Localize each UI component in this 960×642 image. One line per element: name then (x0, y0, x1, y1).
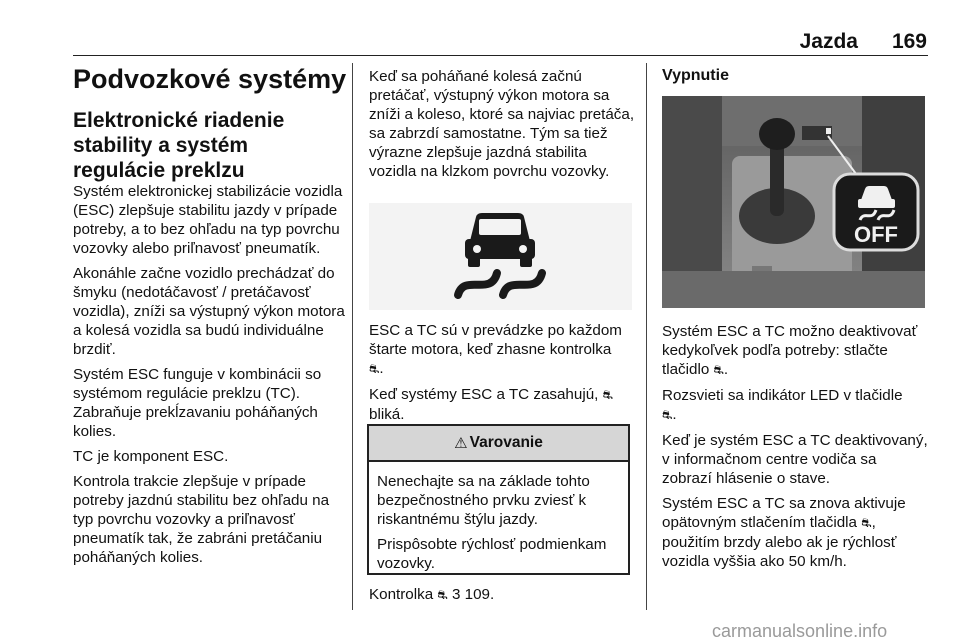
skidding-car-icon (369, 203, 632, 310)
paragraph: Keď je systém ESC a TC deaktivovaný, v informačnom centre vodiča sa zobrazí hlásenie o stave. (662, 432, 928, 487)
paragraph-text: bliká. (369, 406, 405, 423)
paragraph-end: . (672, 406, 677, 423)
paragraph: TC je komponent ESC. (73, 448, 229, 465)
watermark: carmanualsonline.info (712, 621, 888, 641)
section-title: Jazda (799, 30, 858, 53)
paragraph (662, 386, 928, 425)
esc-indicator-icon: ⛐ (602, 388, 613, 402)
paragraph-text: , použitím brzdy alebo ak je rýchlosť vozidla vyššia ako 50 km/h. (662, 514, 897, 570)
paragraph: Akonáhle začne vozidlo prechádzať do šmyku (nedotáčavosť / pretáčavosť vozidla), zníži sa výstupný výkon motora a kolesá vozidla sa budú individuálne brzdiť. (73, 265, 345, 358)
paragraph-text: Systém ESC a TC možno deaktivovať kedykoľvek podľa potreby: stlačte tlačidlo (662, 323, 918, 378)
paragraph: Systém elektronickej stabilizácie vozidla (ESC) zlepšuje stabilitu jazdy v prípade potreby, a to bez ohľadu na typ povrchu vozovky alebo priľnavosť pneumatík. (73, 183, 343, 257)
paragraph-text: Rozsvieti sa indikátor LED v tlačidle (662, 387, 903, 404)
warning-box (367, 424, 630, 575)
paragraph-text: Systém ESC a TC sa znova aktivuje opätovným stlačením tlačidla (662, 495, 906, 531)
esc-off-icon: ⛐ (662, 408, 673, 422)
warning-header (369, 426, 628, 462)
paragraph: Systém ESC funguje v kombinácii so systémom regulácie preklzu (TC). Zabraňuje prekĺzavaniu poháňaných kolies. (73, 366, 322, 440)
esc-symbol-illustration (369, 203, 632, 310)
paragraph (662, 322, 928, 380)
off-label: OFF (854, 222, 898, 247)
esc-indicator-icon: ⛐ (437, 588, 448, 602)
cross-reference (369, 585, 637, 605)
warning-body (369, 462, 628, 573)
paragraph (662, 494, 928, 571)
warning-triangle-icon: ⚠ (454, 434, 468, 452)
paragraph: Keď sa poháňané kolesá začnú pretáčať, výstupný výkon motora sa zníži a koleso, ktoré sa najviac pretáča, sa zabrzdí samostatne. Tým sa tiež výrazne zlepšuje jazdná stabilita vozidla na klzkom povrchu vozovky. (369, 68, 635, 180)
subsection-heading: Vypnutie (662, 67, 729, 84)
page-number: 169 (891, 30, 927, 53)
header-divider (73, 55, 928, 56)
column-divider-1 (352, 63, 353, 610)
paragraph-end: . (379, 360, 384, 377)
column-divider-2 (646, 63, 647, 610)
center-console-illustration (662, 96, 925, 308)
reference-text: Kontrolka (369, 586, 434, 603)
esc-off-icon: ⛐ (713, 363, 724, 377)
column-2-body-mid (369, 321, 637, 430)
column-1-body (73, 182, 345, 573)
esc-indicator-icon: ⛐ (369, 362, 380, 376)
column-2-body-top (369, 67, 637, 187)
warning-text: Prispôsobte rýchlosť podmienkam vozovky. (377, 536, 607, 572)
section-heading: Elektronické riadenie stability a systém regulácie preklzu (73, 109, 285, 182)
paragraph-text: ESC a TC sú v prevádzke po každom štarte motora, keď zhasne kontrolka (369, 322, 622, 358)
column-3-body (662, 322, 928, 577)
warning-text: Nenechajte sa na základe tohto bezpečnostného prvku zviesť k riskantnému štýlu jazdy. (377, 473, 590, 528)
console-photo (662, 96, 925, 308)
paragraph (369, 321, 637, 379)
esc-off-icon: ⛐ (861, 516, 872, 530)
warning-title: Varovanie (469, 434, 543, 451)
page-heading: Podvozkové systémy (73, 64, 347, 94)
paragraph: Kontrola trakcie zlepšuje v prípade potreby jazdnú stabilitu bez ohľadu na typ povrchu vozovky a priľnavosť pneumatík tak, že zabráni pretáčaniu poháňaných kolies. (73, 473, 330, 566)
paragraph-text: Keď systémy ESC a TC zasahujú, (369, 386, 599, 403)
paragraph (369, 385, 637, 424)
paragraph-end: . (723, 361, 729, 378)
reference-page[interactable]: 3 109. (452, 586, 495, 603)
